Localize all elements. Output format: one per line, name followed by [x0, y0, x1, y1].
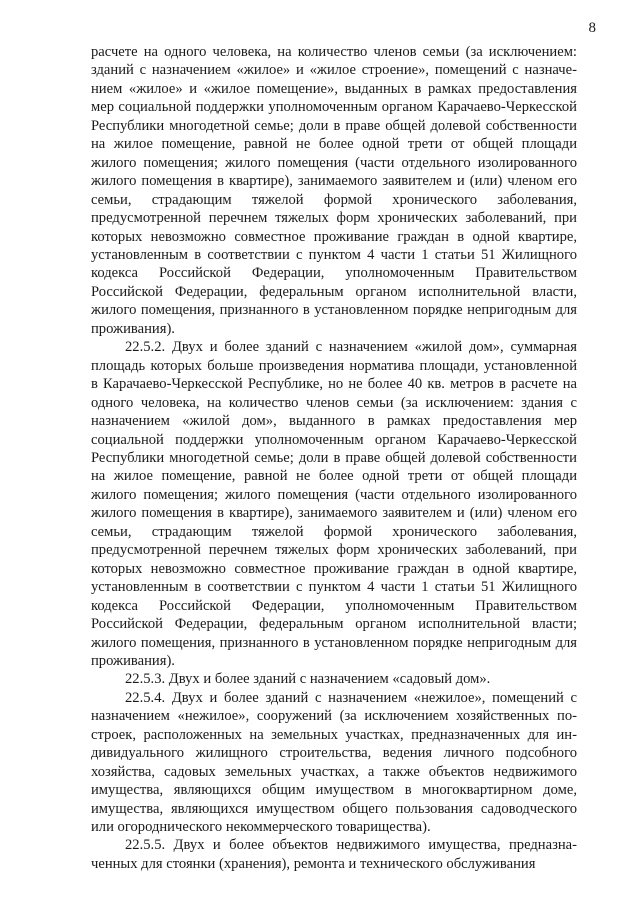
page-number: 8 [588, 20, 596, 36]
paragraph-22-5-3: 22.5.3. Двух и более зданий с назначением «садовый дом». [125, 671, 491, 688]
paragraph-22-5-5: 22.5.5. Двух и более объектов недвижимого имущества, предназначенных для стоянки (хранения), ремонта и технического обслуживания [91, 837, 577, 872]
paragraph-22-5-2: 22.5.2. Двух и более зданий с назначением «жилой дом», суммарная площадь которых больше произведения норматива площади, установленной в Карачаево-Черкесской Республике, но не более 40 кв. метров в расчете на одного человека, на количество членов семьи (за исключением: здания с назначением «жилой дом», выданного в рамках предоставления мер социальной поддержки уполномоченным органом Карачаево-Черкесской Республики многодетной семье; доли в праве общей долевой собственности на жилое помещение, равной не более одной трети от общей площади жилого помещения; жилого помещения (части отдельного изолированного жилого помещения в квартире), занимаемого заявителем и (или) членом его семьи, страдающим тяжелой формой хронического заболевания, предусмотренной перечнем тяжелых форм хронических заболеваний, при которых невозможно совместное проживание граждан в одной квартире, установленным в соответствии с пунктом 4 части 1 статьи 51 Жилищного кодекса Российской Федерации, уполномоченным Правительством Российской Федерации, федеральным органом исполнительной власти; жилого помещения, признанного в установленном порядке непригодным для проживания). [91, 339, 577, 669]
paragraph-22-5-4: 22.5.4. Двух и более зданий с назначением «нежилое», помещений с назначением «нежилое», сооружений (за исключением хозяйственных построек, расположенных на земельных участках, предназначенных для индивидуального жилищного строительства, ведения личного подсобного хозяйства, садовых земельных участках, а также объектов недвижимого имущества, являющихся общим имуществом в многоквартирном доме, имущества, являющихся имуществом общего пользования садоводческого или огороднического некоммерческого товарищества). [91, 689, 577, 836]
paragraph-continuation: расчете на одного человека, на количество членов семьи (за исключением: зданий с назначением «жилое» и «жилое строение», помещений с назначением «жилое» и «жилое помещение», выданных в рамках предоставления мер социальной поддержки уполномоченным органом Карачаево-Черкесской Республики многодетной семье; доли в праве общей долевой собственности на жилое помещение, равной не более одной трети от общей площади жилого помещения; жилого помещения (части отдельного изолированного жилого помещения в квартире), занимаемого заявителем и (или) членом его семьи, страдающим тяжелой формой хронического заболевания, предусмотренной перечнем тяжелых форм хронических заболеваний, при которых невозможно совместное проживание граждан в одной квартире, установленным в соответствии с пунктом 4 части 1 статьи 51 Жилищного кодекса Российской Федерации, уполномоченным Правительством Российской Федерации, федеральным органом исполнительной власти, жилого помещения, признанного в установленном порядке непригодным для проживания). [91, 44, 577, 337]
document-body [91, 43, 577, 873]
